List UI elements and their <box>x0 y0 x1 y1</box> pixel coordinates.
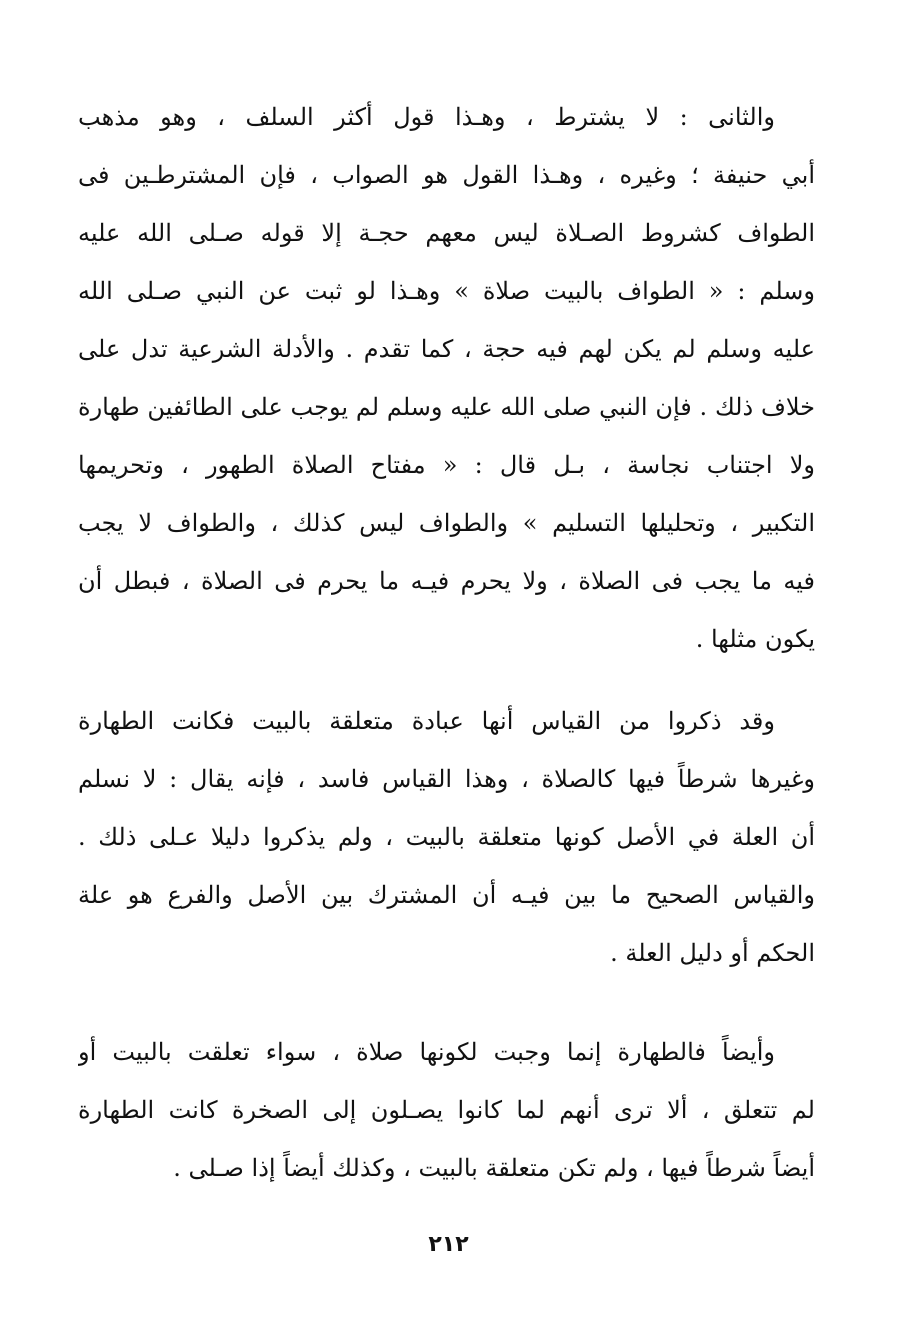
paragraph-line: وأيضاً فالطهارة إنما وجبت لكونها صلاة ، سواء تعلقت بالبيت أو <box>78 1038 775 1066</box>
paragraph-1 <box>78 88 815 668</box>
paragraph-line: وقد ذكروا من القياس أنها عبادة متعلقة بالبيت فكانت الطهارة <box>78 707 775 735</box>
paragraph-line: يكون مثلها . <box>695 625 815 653</box>
paragraph-line: أن العلة في الأصل كونها متعلقة بالبيت ، ولم يذكروا دليلا عـلى ذلك . <box>78 823 815 851</box>
paragraph-line: عليه وسلم لم يكن لهم فيه حجة ، كما تقدم . والأدلة الشرعية تدل على <box>78 335 815 363</box>
paragraph-line: والثانى : لا يشترط ، وهـذا قول أكثر السلف ، وهو مذهب <box>78 103 775 131</box>
paragraph-line: أبي حنيفة ؛ وغيره ، وهـذا القول هو الصواب ، فإن المشترطـين فى <box>78 161 815 189</box>
paragraph-line: لم تتعلق ، ألا ترى أنهم لما كانوا يصـلون إلى الصخرة كانت الطهارة <box>78 1096 815 1124</box>
paragraph-line: التكبير ، وتحليلها التسليم » والطواف ليس كذلك ، والطواف لا يجب <box>78 509 815 537</box>
paragraph-line: والقياس الصحيح ما بين فيـه أن المشترك بين الأصل والفرع هو علة <box>78 881 815 909</box>
paragraph-3 <box>78 1023 815 1197</box>
paragraph-line: خلاف ذلك . فإن النبي صلى الله عليه وسلم لم يوجب على الطائفين طهارة <box>78 393 815 421</box>
paragraph-line: وسلم : « الطواف بالبيت صلاة » وهـذا لو ثبت عن النبي صـلى الله <box>78 277 815 305</box>
paragraph-line: وغيرها شرطاً فيها كالصلاة ، وهذا القياس فاسد ، فإنه يقال : لا نسلم <box>78 765 815 793</box>
paragraph-line: الطواف كشروط الصـلاة ليس معهم حجـة إلا قوله صـلى الله عليه <box>78 219 815 247</box>
paragraph-line: الحكم أو دليل العلة . <box>610 939 815 967</box>
paragraph-line: فيه ما يجب فى الصلاة ، ولا يحرم فيـه ما يحرم فى الصلاة ، فبطل أن <box>78 567 815 595</box>
paragraph-line: أيضاً شرطاً فيها ، ولم تكن متعلقة بالبيت ، وكذلك أيضاً إذا صـلى . <box>173 1154 815 1182</box>
paragraph-line: ولا اجتناب نجاسة ، بـل قال : « مفتاح الصلاة الطهور ، وتحريمها <box>78 451 815 479</box>
page-number: ٢١٢ <box>428 1232 469 1257</box>
paragraph-2 <box>78 692 815 982</box>
